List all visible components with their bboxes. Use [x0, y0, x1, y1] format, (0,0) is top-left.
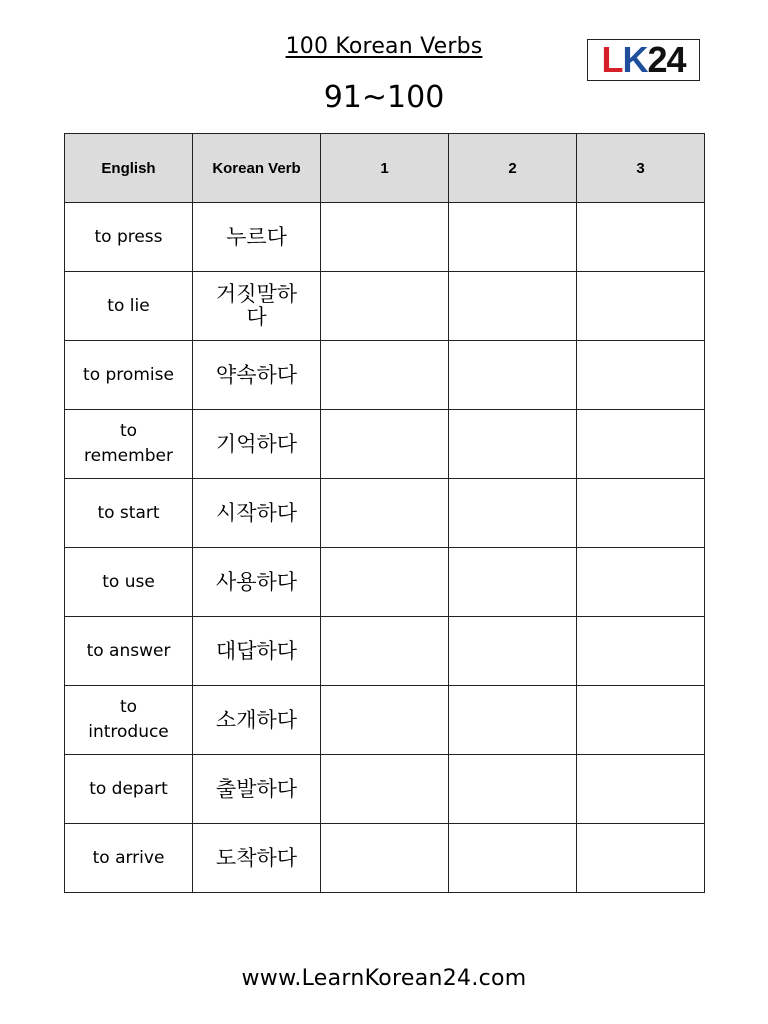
table-row	[65, 272, 705, 341]
practice-cell[interactable]	[449, 479, 577, 548]
korean-verb: 기억하다	[193, 410, 321, 479]
practice-cell[interactable]	[449, 272, 577, 341]
korean-verb: 도착하다	[193, 824, 321, 893]
practice-cell[interactable]	[321, 548, 449, 617]
practice-cell[interactable]	[577, 686, 705, 755]
english-meaning: to use	[65, 548, 193, 617]
worksheet-title: 100 Korean Verbs	[285, 34, 483, 59]
english-meaning: to remember	[65, 410, 193, 479]
korean-verb: 대답하다	[193, 617, 321, 686]
verb-practice-table	[64, 133, 705, 893]
table-row	[65, 617, 705, 686]
practice-cell[interactable]	[449, 548, 577, 617]
verb-range: 91~100	[323, 80, 445, 115]
table-row	[65, 824, 705, 893]
english-meaning: to lie	[65, 272, 193, 341]
english-meaning: to arrive	[65, 824, 193, 893]
practice-cell[interactable]	[449, 341, 577, 410]
practice-cell[interactable]	[577, 272, 705, 341]
practice-cell[interactable]	[321, 341, 449, 410]
practice-cell[interactable]	[321, 203, 449, 272]
practice-cell[interactable]	[321, 824, 449, 893]
english-meaning: to press	[65, 203, 193, 272]
korean-verb: 출발하다	[193, 755, 321, 824]
table-row	[65, 548, 705, 617]
english-meaning: to answer	[65, 617, 193, 686]
website-url[interactable]: www.LearnKorean24.com	[241, 966, 527, 991]
english-meaning: to introduce	[65, 686, 193, 755]
practice-cell[interactable]	[449, 617, 577, 686]
english-meaning: to promise	[65, 341, 193, 410]
header-practice-1: 1	[321, 134, 449, 203]
practice-cell[interactable]	[449, 755, 577, 824]
table-row	[65, 410, 705, 479]
logo-digits: 24	[647, 39, 686, 80]
practice-cell[interactable]	[449, 410, 577, 479]
practice-cell[interactable]	[321, 479, 449, 548]
korean-verb: 소개하다	[193, 686, 321, 755]
korean-verb: 시작하다	[193, 479, 321, 548]
practice-cell[interactable]	[577, 824, 705, 893]
header-korean-verb: Korean Verb	[193, 134, 321, 203]
practice-cell[interactable]	[577, 341, 705, 410]
practice-cell[interactable]	[577, 410, 705, 479]
table-row	[65, 341, 705, 410]
practice-cell[interactable]	[577, 479, 705, 548]
practice-cell[interactable]	[321, 686, 449, 755]
practice-cell[interactable]	[577, 203, 705, 272]
english-meaning: to depart	[65, 755, 193, 824]
practice-cell[interactable]	[449, 686, 577, 755]
practice-cell[interactable]	[449, 824, 577, 893]
practice-cell[interactable]	[321, 755, 449, 824]
logo-letter-k: K	[622, 39, 648, 80]
header-practice-3: 3	[577, 134, 705, 203]
header-english: English	[65, 134, 193, 203]
table-row	[65, 686, 705, 755]
table-row	[65, 203, 705, 272]
logo-letter-l: L	[601, 39, 623, 80]
english-meaning: to start	[65, 479, 193, 548]
table-row	[65, 755, 705, 824]
table-header-row	[65, 134, 705, 203]
lk24-logo	[587, 39, 700, 81]
korean-verb: 약속하다	[193, 341, 321, 410]
table-row	[65, 479, 705, 548]
header-practice-2: 2	[449, 134, 577, 203]
practice-cell[interactable]	[577, 548, 705, 617]
korean-verb: 사용하다	[193, 548, 321, 617]
practice-cell[interactable]	[577, 617, 705, 686]
practice-cell[interactable]	[321, 617, 449, 686]
practice-cell[interactable]	[577, 755, 705, 824]
practice-cell[interactable]	[321, 272, 449, 341]
practice-cell[interactable]	[321, 410, 449, 479]
korean-verb: 누르다	[193, 203, 321, 272]
practice-cell[interactable]	[449, 203, 577, 272]
korean-verb: 거짓말하다	[193, 272, 321, 341]
